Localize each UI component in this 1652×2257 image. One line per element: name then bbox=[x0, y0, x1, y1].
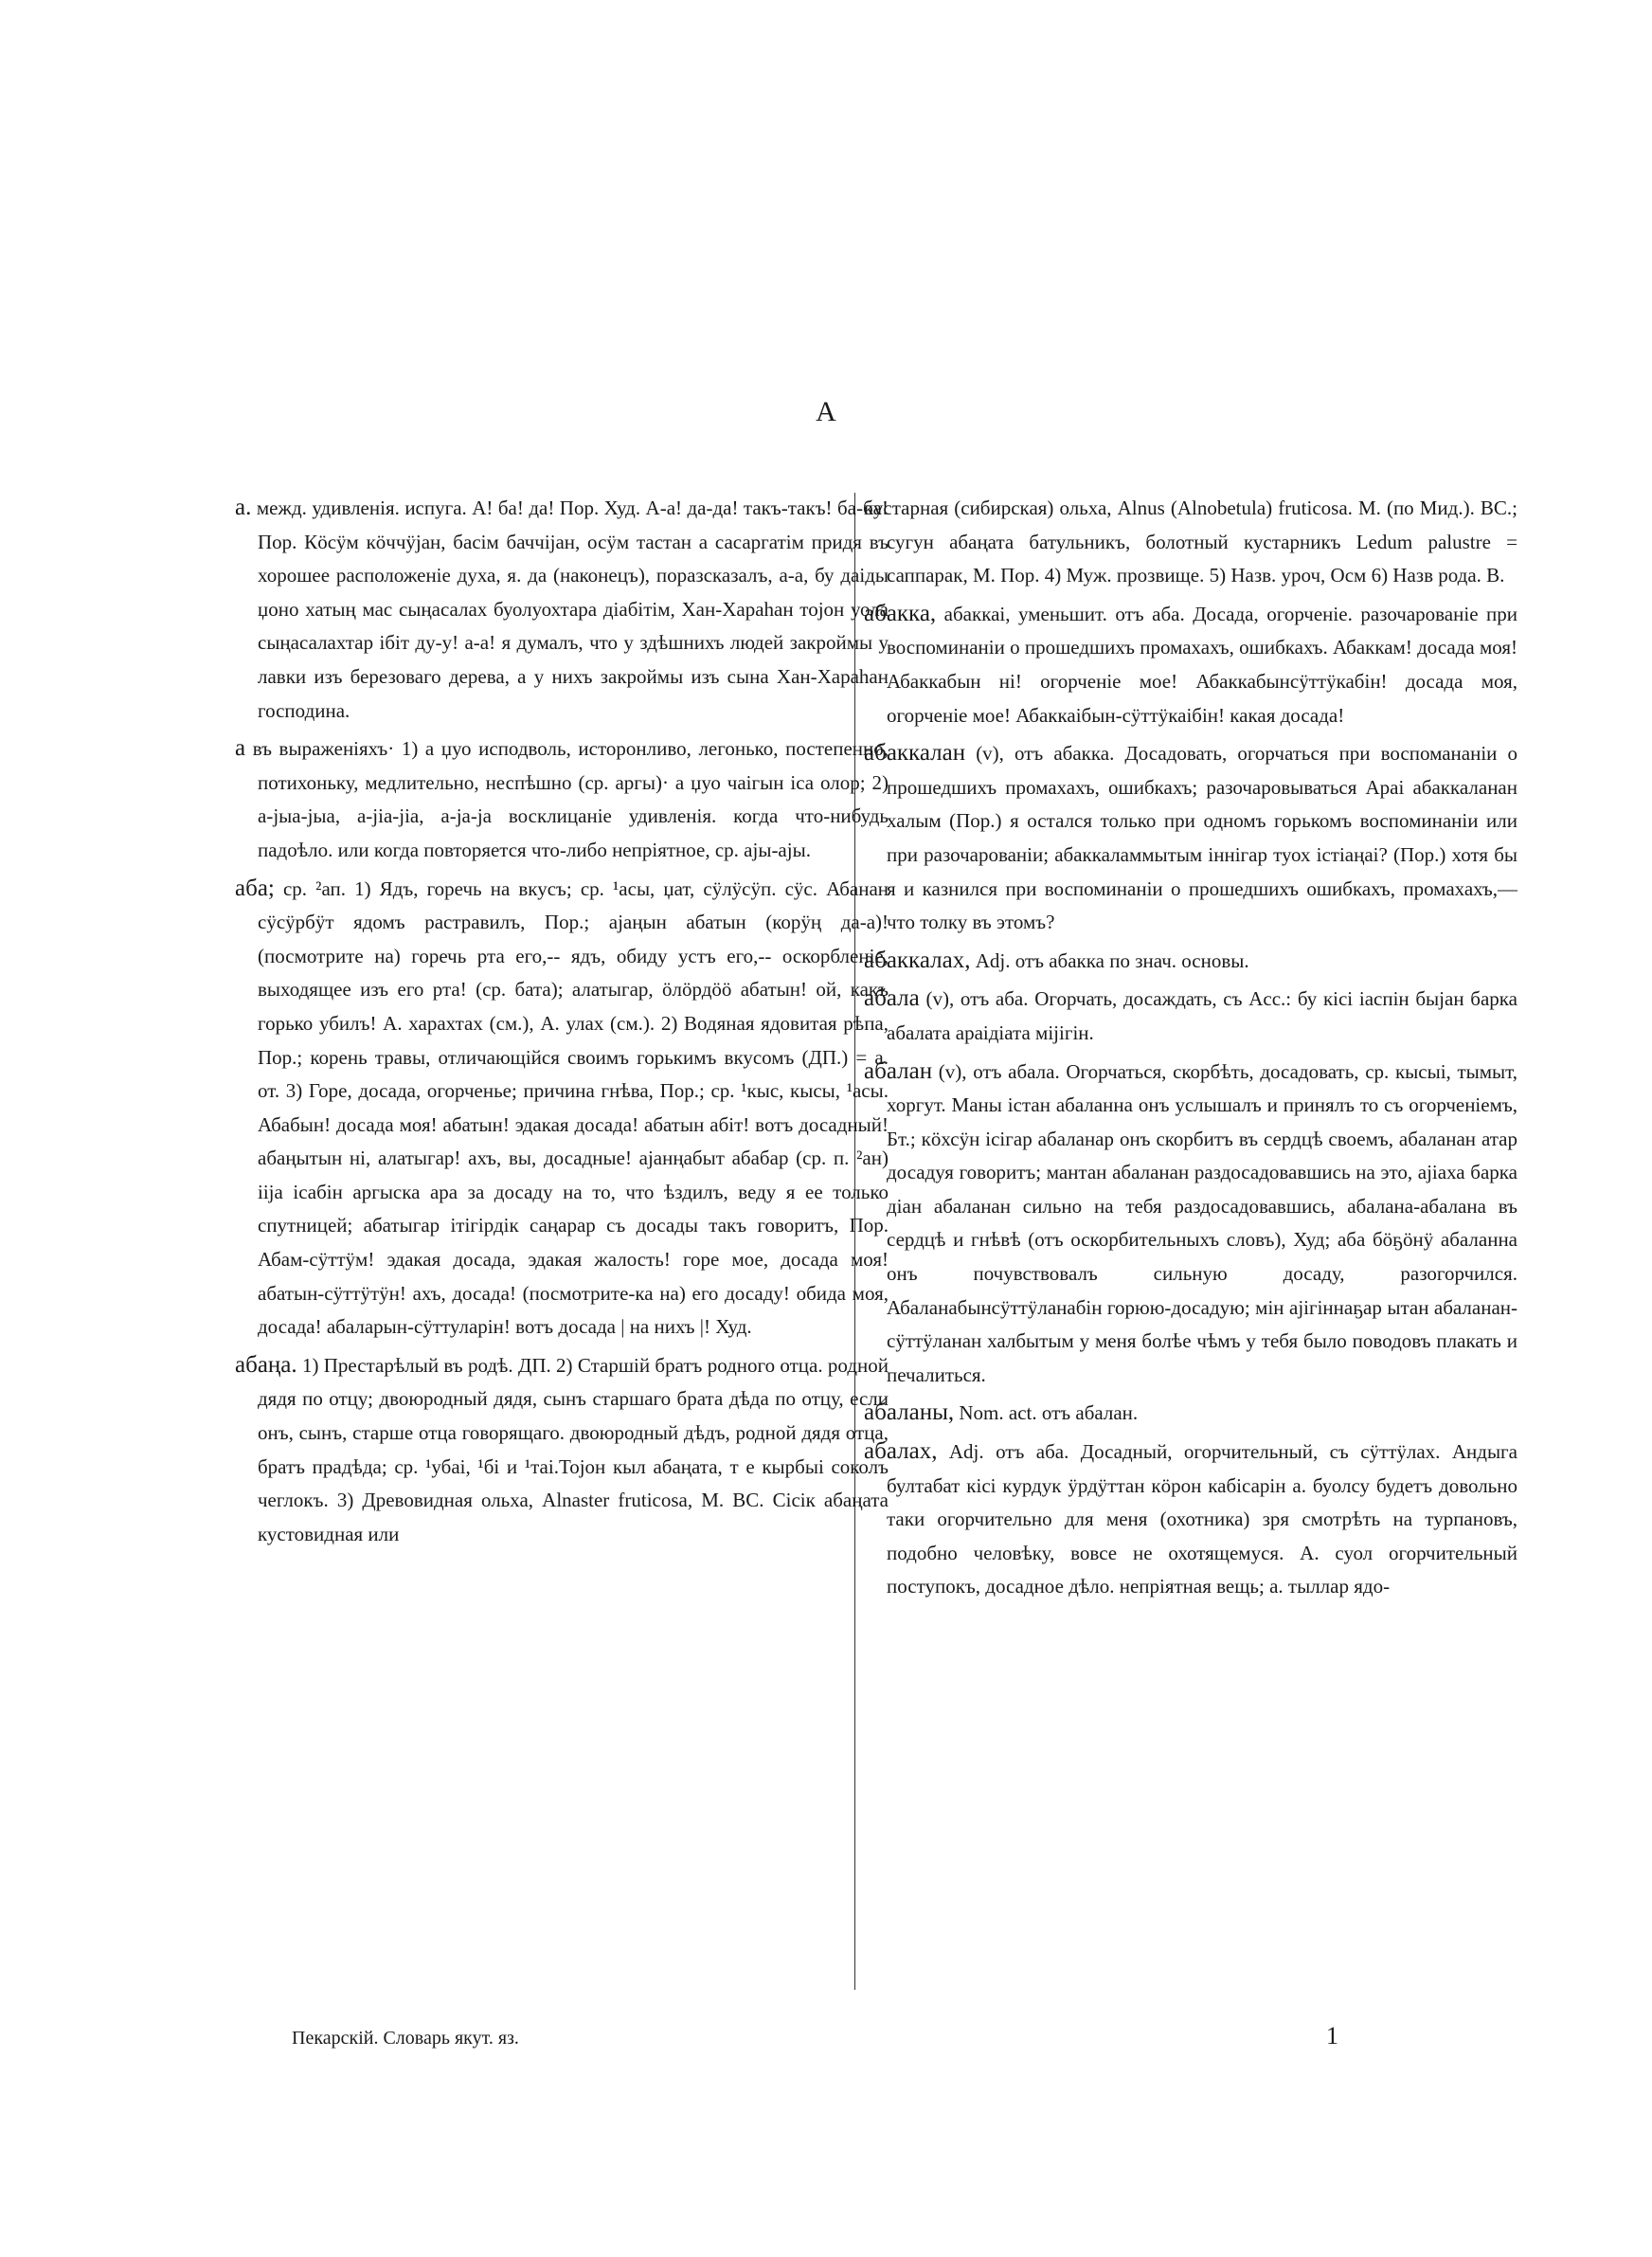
entry-text: (v), отъ аба. Огорчать, досаждать, съ Acc.: бу кісі іаспін быјан барка абалата араідіата міјігін. bbox=[887, 987, 1517, 1044]
dictionary-entry bbox=[235, 1348, 889, 1552]
dictionary-entry bbox=[864, 1435, 1517, 1604]
entry-headword: абаланы, bbox=[864, 1399, 955, 1426]
entry-text: 1) Престарѣлый въ родѣ. ДП. 2) Старшій братъ родного отца. родной дядя по отцу; двоюродный дядя, сынъ старшаго брата дѣда по отцу, если онъ, сынъ, старше отца говорящаго. двоюродный дѣдъ, родной дядя отца, братъ прадѣда; ср. ¹убаі, ¹бі и ¹таі.Тојон кыл абаңата, т е кырбыі соколъ чеглокъ. 3) Древовидная ольха, Alnaster fruticosa, М. ВС. Сісік абаңата кустовидная или bbox=[258, 1353, 889, 1545]
entry-headword: абаккалан bbox=[864, 740, 966, 767]
dictionary-entry bbox=[235, 731, 889, 867]
page-letter-header: А bbox=[816, 396, 836, 427]
footer-source: Пекарскій. Словарь якут. яз. bbox=[292, 2028, 519, 2049]
entry-text: (v), отъ абала. Огорчаться, скорбѣть, досадовать, ср. кысыі, тымыт, хоргут. Маны істан абаланна онъ услышалъ и принялъ то съ огорченіемъ, Бт.; кӧхсӱн ісігар абаланар онъ скорбитъ въ сердцѣ своемъ, абаланан атар досадуя говоритъ; мантан абаланан раздосадовавшись на это, ајіаха барка діан абаланан сильно на тебя раздосадовавшись, абалана-абалана въ сердцѣ и гнѣвѣ (отъ оскорбительныхъ словъ), Худ; аба бӧҕӧнӱ абаланна онъ почувствовалъ сильную досаду, разогорчился. Абаланабынсӱттӱланабін горюю-досадую; мін ајігіннаҕар ытан абаланан-сӱттӱланан халбытым у меня болѣе чѣмъ у тебя было поводовъ плакать и печалиться. bbox=[887, 1059, 1518, 1386]
entry-headword: абалан bbox=[864, 1057, 933, 1084]
entry-text: въ выраженіяхъ· 1) а џуо исподволь, исторонливо, легонько, постепенно, потихоньку, медлительно, неспѣшно (ср. аргы)· а џуо чаігын іса олор; 2) а-јыа-јыа, а-јіа-јіа, а-ја-ја восклицаніе удивленія. когда что-нибудь падоѣло. или когда повторяется что-либо непріятное, ср. ајы-ајы. bbox=[252, 737, 889, 861]
dictionary-entry bbox=[864, 982, 1517, 1050]
entry-text: абаккаі, уменьшит. отъ аба. Досада, огорченіе. разочарованіе при воспоминаніи о прошедшихъ промахахъ, ошибкахъ. Абаккам! досада моя! Абаккабын ні! огорченіе мое! Абаккабынсӱттӱкабін! досада моя, огорченіе мое! Абаккаібын-сӱттӱкаібін! какая досада! bbox=[887, 602, 1517, 727]
dictionary-entry bbox=[235, 872, 889, 1345]
entry-text: Adj. отъ аба. Досадный, огорчительный, съ сӱттӱлах. Андыга бултабат кісі курдук ӱрдӱттан кӧрон кабісарін а. буолсу будетъ довольно таки огорчительно для меня (охотника) зря смотрѣть на турпановъ, подобно человѣку, вовсе не охотящемуся. А. суол огорчительный поступокъ, досадное дѣло. непріятная вещь; а. тыллар ядо- bbox=[887, 1440, 1517, 1598]
dictionary-entry bbox=[864, 1396, 1517, 1431]
entry-text: Adj. отъ абакка по знач. основы. bbox=[975, 948, 1249, 972]
entry-headword: а. bbox=[235, 495, 252, 520]
entry-headword: абаңа. bbox=[235, 1351, 297, 1378]
dictionary-entry bbox=[864, 944, 1517, 979]
entry-headword: абакка, bbox=[864, 600, 937, 626]
entry-headword: абала bbox=[864, 985, 920, 1012]
right-column bbox=[864, 491, 1517, 1608]
entry-text: межд. удивленія. испуга. А! ба! да! Пор. Худ. А-а! да-да! такъ-такъ! ба-ба! Пор. Кӧсӱм кӧччӱјан, басім баччіјан, осӱм тастан а сасаргатім придя въ хорошее расположеніе духа, я. да (наконецъ), поразсказалъ, а-а, бу даіды џоно хатың мас сыңасалах буолуохтара діабітім, Хан-Хараhан тојон уола сыңасалахтар ібіт ду-у! а-а! я думалъ, что у здѣшнихъ людей закроймы у лавки изъ березоваго дерева, а у нихъ закроймы изъ сына Хан-Хараhан господина. bbox=[256, 497, 889, 722]
entry-text: (v), отъ абакка. Досадовать, огорчаться при воспомананіи о прошедшихъ промахахъ, ошибкахъ; разочаровываться Араі абаккаланан халым (Пор.) я остался только при одномъ горькомъ воспоминаніи или при разочарованіи; абаккаламмытым іннігар туох істіаңаі? (Пор.) хотя бы я и казнился при воспоминаніи о прошедшихъ ошибкахъ, промахахъ,—что толку въ этомъ? bbox=[887, 742, 1517, 934]
dictionary-entry bbox=[864, 736, 1517, 940]
left-column bbox=[235, 491, 889, 1555]
dictionary-entry bbox=[864, 597, 1517, 732]
entry-headword: абаккалах, bbox=[864, 947, 971, 973]
entry-headword: абалах, bbox=[864, 1438, 938, 1465]
dictionary-entry bbox=[864, 491, 1517, 593]
entry-headword: аба; bbox=[235, 875, 275, 901]
dictionary-entry bbox=[864, 1055, 1517, 1393]
page-number: 1 bbox=[1326, 2022, 1338, 2049]
dictionary-entry bbox=[235, 491, 889, 728]
entry-text: ср. ²ап. 1) Ядъ, горечь на вкусъ; ср. ¹асы, џат, сӱлӱсӱп. сӱс. Абанан сӱсӱрбӱт ядомъ растравилъ, Пор.; ајаңын абатын (корӱң да-а)! (посмотрите на) горечь рта его,-- ядъ, обиду устъ его,-- оскорбленіе, выходящее изъ его рта! (ср. бата); алатыгар, ӧлӧрдӧӧ абатын! ой, какъ горько убилъ! А. харахтах (см.), А. улах (см.). 2) Водяная ядовитая рѣпа, Пор.; корень травы, отличающійся своимъ горькимъ вкусомъ (ДП.) = а. от. 3) Горе, досада, огорченье; причина гнѣва, Пор.; ср. ¹кыс, кысы, ¹асы. Абабын! досада моя! абатын! эдакая досада! абатын абіт! вотъ досадный! абаңытын ні, алатыгар! ахъ, вы, досадные! ајанңабыт абабар (ср. п. ²ан) ііја ісабін аргыска ара за досаду на то, что ѣздилъ, веду я ее только спутницей; абатыгар ітігірдік саңарар съ досады такъ говоритъ, Пор. Абам-сӱттӱм! эдакая досада, эдакая жалость! горе мое, досада моя! абатын-сӱттӱтӱн! ахъ, досада! (посмотрите-ка на) его досаду! обида моя, досада! абаларын-сӱттуларін! вотъ досада | на нихъ |! Худ. bbox=[258, 876, 889, 1339]
entry-text: кустарная (сибирская) ольха, Alnus (Alnobetula) fruticosa. М. (по Мид.). ВС.; сугун абаңата батульникъ, болотный кустарникъ Ledum palustre = саппарак, М. Пор. 4) Муж. прозвище. 5) Назв. уроч, Осм 6) Назв рода. В. bbox=[864, 497, 1517, 587]
entry-headword: а bbox=[235, 735, 246, 762]
entry-text: Nom. act. отъ абалан. bbox=[959, 1401, 1139, 1425]
